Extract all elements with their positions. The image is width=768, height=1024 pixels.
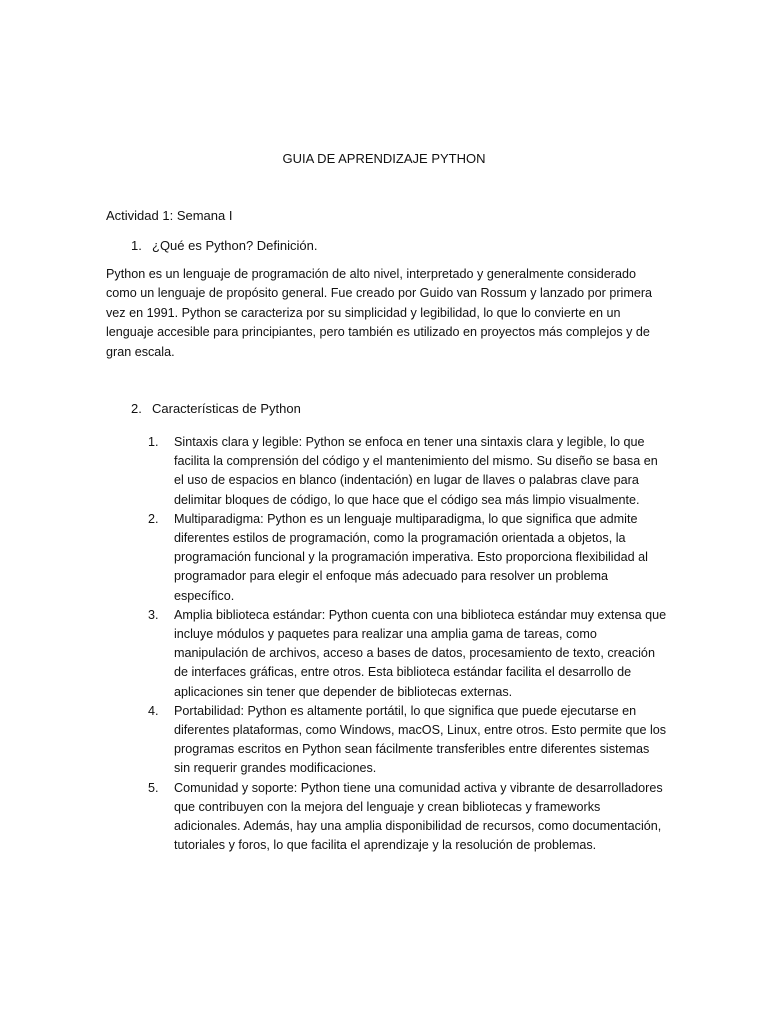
list-item-number: 3. bbox=[148, 607, 159, 622]
activity-heading: Actividad 1: Semana I bbox=[106, 208, 233, 223]
list-item-number: 4. bbox=[148, 703, 159, 718]
list-item-term: Sintaxis clara y legible: bbox=[174, 435, 303, 449]
list-item-number: 2. bbox=[148, 511, 159, 526]
section-1-title: ¿Qué es Python? Definición. bbox=[152, 238, 318, 253]
features-list bbox=[148, 433, 668, 855]
list-item-number: 1. bbox=[148, 435, 159, 449]
definition-paragraph: Python es un lenguaje de programación de alto nivel, interpretado y generalmente considerado como un lenguaje de propósito general. Fue creado por Guido van Rossum y lanzado por primera vez en 1991. Python se caracteriza por su simplicidad y legibilidad, lo que lo convierte en un lenguaje accesible para principiantes, pero también es utilizado en proyectos más complejos y de gran escala. bbox=[106, 267, 653, 359]
section-2-title: Características de Python bbox=[152, 401, 301, 416]
list-item-term: Amplia biblioteca estándar: bbox=[174, 607, 326, 622]
document-title: GUIA DE APRENDIZAJE PYTHON bbox=[282, 151, 486, 166]
section-2-heading bbox=[131, 400, 301, 418]
list-item-number: 5. bbox=[148, 780, 159, 795]
list-item-term: Comunidad y soporte: bbox=[174, 780, 298, 795]
section-1-heading bbox=[131, 237, 317, 255]
section-1-number: 1. bbox=[131, 238, 142, 253]
list-item bbox=[148, 606, 668, 702]
list-item bbox=[148, 433, 668, 510]
list-item-term: Portabilidad: bbox=[174, 703, 245, 718]
list-item-text: Python se enfoca en tener una sintaxis clara y legible, lo que facilita la comprensión del código y el mantenimiento del mismo. Su diseño se basa en el uso de espacios en blanco (indentación) en lugar de llaves o palabras clave para delimitar bloques de código, lo que hace que el código sea más limpio visualmente. bbox=[174, 435, 658, 507]
list-item-text: Python es un lenguaje multiparadigma, lo que significa que admite diferentes estilos de programación, como la programación orientada a objetos, la programación funcional y la programación imperativa. Esto proporciona flexibilidad al programador para elegir el enfoque más adecuado para resolver un problema específico. bbox=[174, 511, 648, 603]
section-2-number: 2. bbox=[131, 401, 142, 416]
list-item-term: Multiparadigma: bbox=[174, 511, 264, 526]
list-item bbox=[148, 779, 668, 856]
list-item-text: Python es altamente portátil, lo que significa que puede ejecutarse en diferentes plataformas, como Windows, macOS, Linux, entre otros. Esto permite que los programas escritos en Python sean fácilmente transferibles entre diferentes sistemas sin requerir grandes modificaciones. bbox=[174, 703, 667, 776]
list-item-text: Python tiene una comunidad activa y vibrante de desarrolladores que contribuyen con la mejora del lenguaje y crean bibliotecas y frameworks adicionales. Además, hay una amplia disponibilidad de recursos, como documentación, tutoriales y foros, lo que facilita el aprendizaje y la resolución de problemas. bbox=[174, 780, 663, 853]
list-item bbox=[148, 702, 668, 779]
list-item-text: Python cuenta con una biblioteca estándar muy extensa que incluye módulos y paquetes para realizar una amplia gama de tareas, como manipulación de archivos, acceso a bases de datos, procesamiento de texto, creación de interfaces gráficas, entre otros. Esta biblioteca estándar facilita el desarrollo de aplicaciones sin tener que depender de bibliotecas externas. bbox=[174, 607, 667, 699]
list-item bbox=[148, 510, 668, 606]
